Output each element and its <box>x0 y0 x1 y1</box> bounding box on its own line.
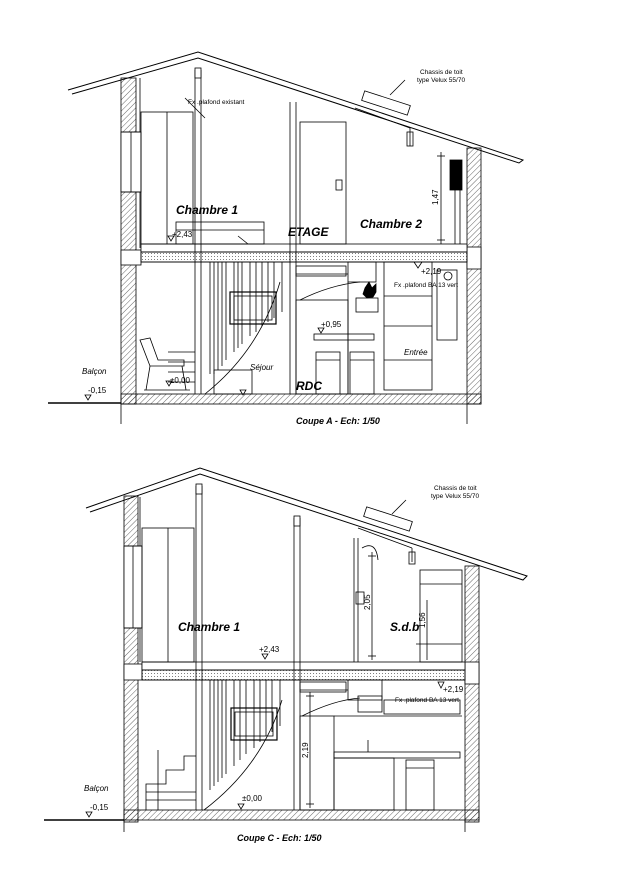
velux-note-c-1: Chassis de toit <box>434 485 477 492</box>
room-chambre-1-c: Chambre 1 <box>178 620 241 634</box>
balcony-label-a: Balçon <box>82 367 107 376</box>
room-chambre-1-a: Chambre 1 <box>176 203 239 217</box>
ceiling-note-a-2: Fx .plafond BA 13 vert <box>394 282 458 289</box>
ground-slab-a <box>121 394 481 404</box>
right-wall-a <box>467 148 481 404</box>
room-entree-a: Entrée <box>404 348 428 357</box>
ceiling-note-c-2: Fx .plafond BA 13 vert <box>395 697 459 704</box>
lvl-upper-a: +2,43 <box>172 230 193 239</box>
velux-note-a-1: Chassis de toit <box>420 69 463 76</box>
lvl-floor-c: ±0,00 <box>242 794 262 803</box>
section-c <box>44 468 527 832</box>
section-a <box>48 52 523 424</box>
balcony-label-c: Balçon <box>84 784 109 793</box>
velux-note-a-2: type Velux 55/70 <box>417 77 466 84</box>
lvl-upper-right-c: +2,19 <box>443 685 464 694</box>
lvl-floor-a: ±0,00 <box>170 376 190 385</box>
ceiling-note-a: Fx .plafond existant <box>188 99 245 106</box>
lvl-upper-right-a: +2,19 <box>421 267 442 276</box>
caption-a: Coupe A - Ech: 1/50 <box>296 416 380 426</box>
velux-window-a <box>362 91 411 115</box>
room-sdb-c: S.d.b <box>390 620 420 634</box>
left-wall-a <box>121 78 136 404</box>
room-chambre-2-a: Chambre 2 <box>360 217 423 231</box>
dim-shower-c: 2,05 <box>363 594 372 610</box>
right-wall-c <box>465 566 479 822</box>
upper-slab-c <box>142 662 465 670</box>
dim-height-a: 1,47 <box>431 189 440 205</box>
ground-slab-c <box>124 810 479 820</box>
lvl-balcony-c: -0,15 <box>90 803 109 812</box>
stair-balustrade-a <box>210 262 282 374</box>
level-etage-a: ETAGE <box>288 225 329 239</box>
caption-c: Coupe C - Ech: 1/50 <box>237 833 322 843</box>
plant-icon-a <box>363 282 376 298</box>
kitchen-unit-c <box>300 716 334 810</box>
level-rdc-a: RDC <box>296 379 322 393</box>
velux-window-c <box>364 507 413 531</box>
tv-a <box>230 292 276 324</box>
dim-rdc-c: 2,19 <box>301 742 310 758</box>
left-wall-c <box>124 496 138 822</box>
dim-sdb-c: 1,56 <box>418 612 427 628</box>
velux-note-c-2: type Velux 55/70 <box>431 493 480 500</box>
lvl-upper-c: +2,43 <box>259 645 280 654</box>
lvl-counter-a: +0,95 <box>321 320 342 329</box>
lvl-balcony-a: -0,15 <box>88 386 107 395</box>
room-sejour-a: Séjour <box>250 363 274 372</box>
upper-slab-a <box>141 244 467 252</box>
stair-balustrade-c <box>210 680 280 790</box>
